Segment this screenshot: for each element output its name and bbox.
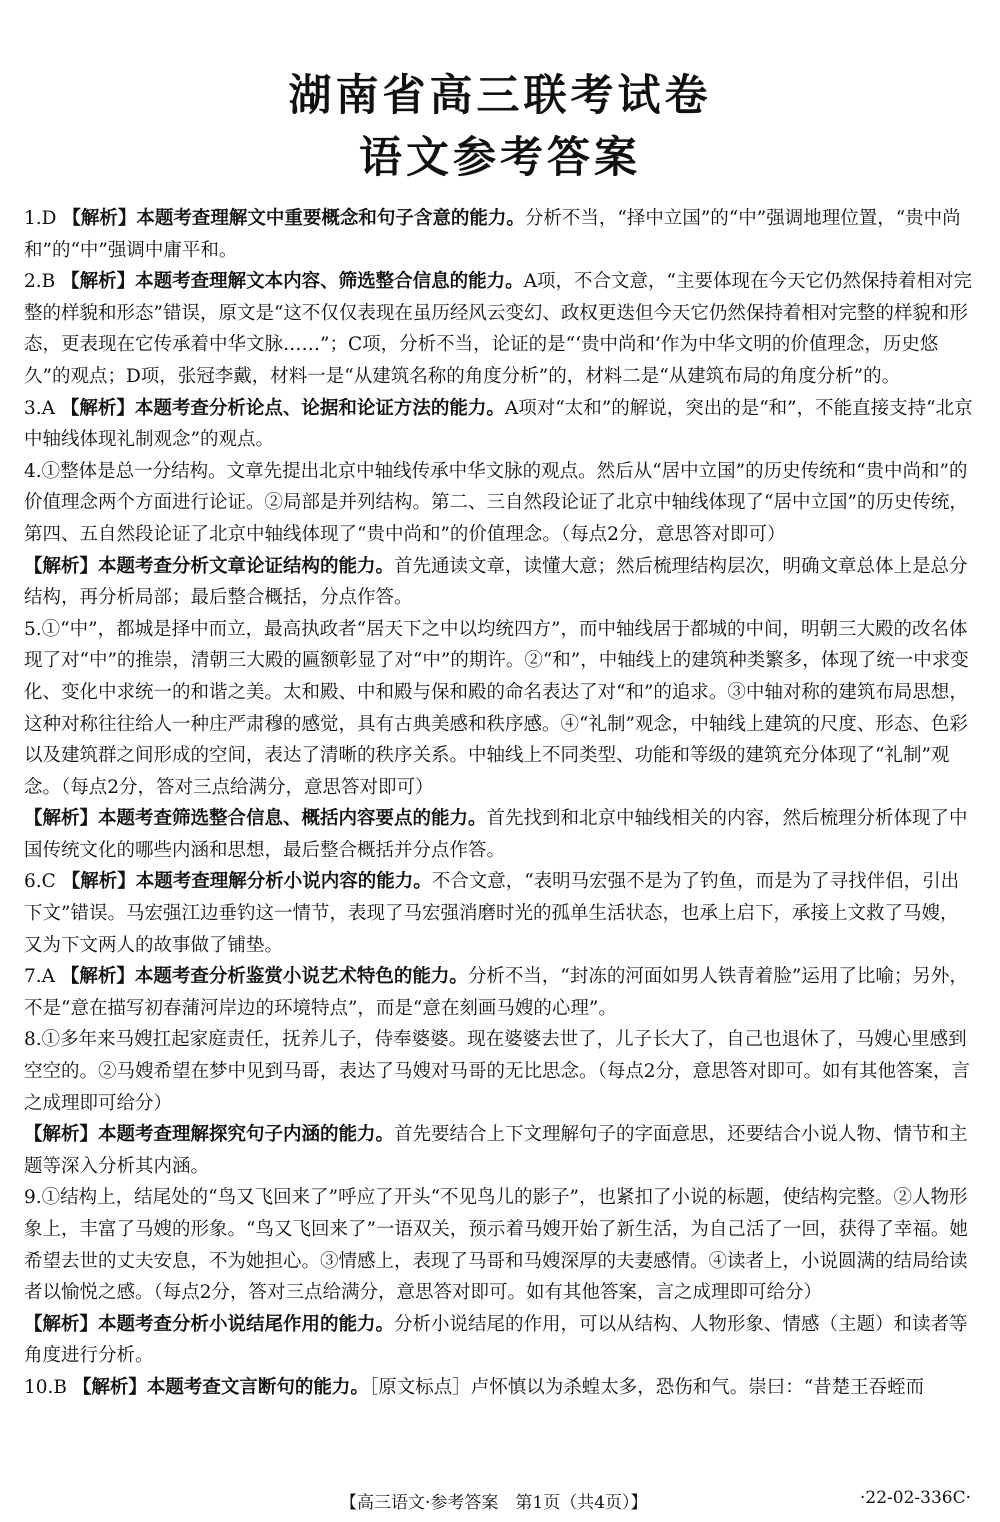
answer-item-8 (24, 1024, 976, 1119)
answer-item-1 (24, 203, 976, 266)
answer-number: 7.A (24, 966, 56, 988)
answer-list (24, 203, 976, 1404)
page-subtitle: 语文参考答案 (359, 133, 641, 183)
analysis-text: 分析小说结尾的作用，可以从结构、人物形象、情感（主题）和读者等角度进行分析。 (24, 1313, 968, 1367)
analysis-note-8 (24, 1119, 976, 1182)
analysis-tag: 【解析】本题考查理解探究句子内涵的能力。 (24, 1124, 395, 1146)
answer-number: 2.B (24, 271, 56, 293)
answer-text: 分析不当，“封冻的河面如男人铁青着脸”运用了比喻；另外，不是“意在描写初春蒲河岸边的环境特点”，而是“意在刻画马嫂的心理”。 (24, 966, 968, 1019)
analysis-tag: 【解析】本题考查文言断句的能力。 (72, 1376, 369, 1398)
answer-text: ［原文标点］卢怀慎以为杀蝗太多，恐伤和气。崇曰：“昔楚王吞蛭而 (368, 1376, 925, 1398)
answer-item-10 (24, 1372, 976, 1404)
footer-code: ·22-02-336C· (860, 1488, 972, 1508)
analysis-note-4 (24, 551, 976, 614)
answer-number: 1.D (24, 208, 57, 229)
answer-item-7 (24, 961, 976, 1024)
footer-page-info: 【高三语文·参考答案 第1页（共4页）】 (340, 1493, 648, 1513)
answer-item-2 (24, 266, 976, 392)
analysis-note-9 (24, 1309, 976, 1372)
analysis-tag: 【解析】本题考查理解分析小说内容的能力。 (61, 871, 432, 893)
analysis-tag: 【解析】本题考查理解文中重要概念和句子含意的能力。 (62, 208, 525, 229)
answer-text: ①整体是总一分结构。文章先提出北京中轴线传承中华文脉的观点。然后从“居中立国”的历史传统和“贵中尚和”的价值理念两个方面进行论证。②局部是并列结构。第二、三自然段论证了北京中轴线体现了“居中立国”的历史传统，第四、五自然段论证了北京中轴线体现了“贵中尚和”的价值理念。（每点2分，意思答对即可） (24, 460, 968, 545)
answer-item-4 (24, 456, 976, 551)
answer-number: 6.C (24, 871, 56, 893)
answer-text: ①多年来马嫂扛起家庭责任，抚养儿子，侍奉婆婆。现在婆婆去世了，儿子长大了，自己也退休了，马嫂心里感到空空的。②马嫂希望在梦中见到马哥，表达了马嫂对马哥的无比思念。（每点2分，意思答对即可。如有其他答案，言之成理即可给分） (24, 1029, 971, 1114)
analysis-text: 首先找到和北京中轴线相关的内容，然后梳理分析体现了中国传统文化的哪些内涵和思想，最后整合概括并分点作答。 (24, 808, 968, 861)
answer-item-3 (24, 393, 976, 456)
answer-item-5 (24, 614, 976, 804)
answer-item-9 (24, 1182, 976, 1308)
analysis-tag: 【解析】本题考查分析鉴赏小说艺术特色的能力。 (60, 966, 468, 988)
analysis-tag: 【解析】本题考查分析论点、论据和论证方法的能力。 (60, 397, 505, 419)
analysis-note-5 (24, 803, 976, 866)
answer-text: A项，不合文意，“主要体现在今天它仍然保持着相对完整的样貌和形态”错误，原文是“这不仅仅表现在虽历经风云变幻、政权更迭但今天它仍然保持着相对完整的样貌和形态，更表现在它传承着中华文脉……”；C项，分析不当，论证的是“‘贵中尚和’作为中华文明的价值理念，历史悠久”的观点；D项，张冠李戴，材料一是“从建筑名称的角度分析”的，材料二是“从建筑布局的角度分析”的。 (24, 271, 972, 387)
answer-number: 5. (24, 618, 42, 640)
answer-text: ①“中”，都城是择中而立，最高执政者“居天下之中以均统四方”，而中轴线居于都城的中间，明朝三大殿的改名体现了对“中”的推崇，清朝三大殿的匾额彰显了对“中”的期许。②“和”，中轴线上的建筑种类繁多，体现了统一中求变化、变化中求统一的和谐之美。太和殿、中和殿与保和殿的命名表达了对“和”的追求。③中轴对称的建筑布局思想，这种对称往往给人一种庄严肃穆的感觉，具有古典美感和秩序感。④“礼制”观念，中轴线上建筑的尺度、形态、色彩以及建筑群之间形成的空间，表达了清晰的秩序关系。中轴线上不同类型、功能和等级的建筑充分体现了“礼制”观念。（每点2分，答对三点给满分，意思答对即可） (24, 618, 969, 798)
analysis-text: 首先通读文章，读懂大意；然后梳理结构层次，明确文章总体上是总分结构，再分析局部；最后整合概括，分点作答。 (24, 555, 968, 609)
analysis-tag: 【解析】本题考查筛选整合信息、概括内容要点的能力。 (24, 808, 487, 830)
answer-number: 3.A (24, 397, 56, 419)
analysis-tag: 【解析】本题考查分析文章论证结构的能力。 (24, 555, 395, 577)
answer-number: 4. (24, 460, 42, 482)
answer-text: A项对“太和”的解说，突出的是“和”，不能直接支持“北京中轴线体现礼制观念”的观点。 (24, 397, 973, 451)
analysis-tag: 【解析】本题考查分析小说结尾作用的能力。 (24, 1313, 395, 1335)
page-title: 湖南省高三联考试卷 (288, 71, 712, 121)
analysis-text: 首先要结合上下文理解句子的字面意思，还要结合小说人物、情节和主题等深入分析其内涵。 (24, 1124, 968, 1177)
analysis-tag: 【解析】本题考查理解文本内容、筛选整合信息的能力。 (61, 271, 524, 293)
answer-number: 9. (24, 1187, 42, 1209)
answer-text: 不合文意，“表明马宏强不是为了钓鱼，而是为了寻找伴侣，引出下文”错误。马宏强江边垂钓这一情节，表现了马宏强消磨时光的孤单生活状态，也承上启下，承接上文救了马嫂，又为下文两人的故事做了铺垫。 (24, 871, 960, 956)
answer-text: 分析不当，“择中立国”的“中”强调地理位置，“贵中尚和”的“中”强调中庸平和。 (24, 208, 961, 261)
answer-item-6 (24, 866, 976, 961)
answer-number: 8. (24, 1029, 42, 1051)
answer-number: 10.B (24, 1376, 68, 1398)
answer-text: ①结构上，结尾处的“鸟又飞回来了”呼应了开头“不见鸟儿的影子”，也紧扣了小说的标题，使结构完整。②人物形象上，丰富了马嫂的形象。“鸟又飞回来了”一语双关，预示着马嫂开始了新生活，为自己活了一回，获得了幸福。她希望去世的丈夫安息，不为她担心。③情感上，表现了马哥和马嫂深厚的夫妻感情。④读者上，小说圆满的结局给读者以愉悦之感。（每点2分，答对三点给满分，意思答对即可。如有其他答案，言之成理即可给分） (24, 1187, 968, 1304)
